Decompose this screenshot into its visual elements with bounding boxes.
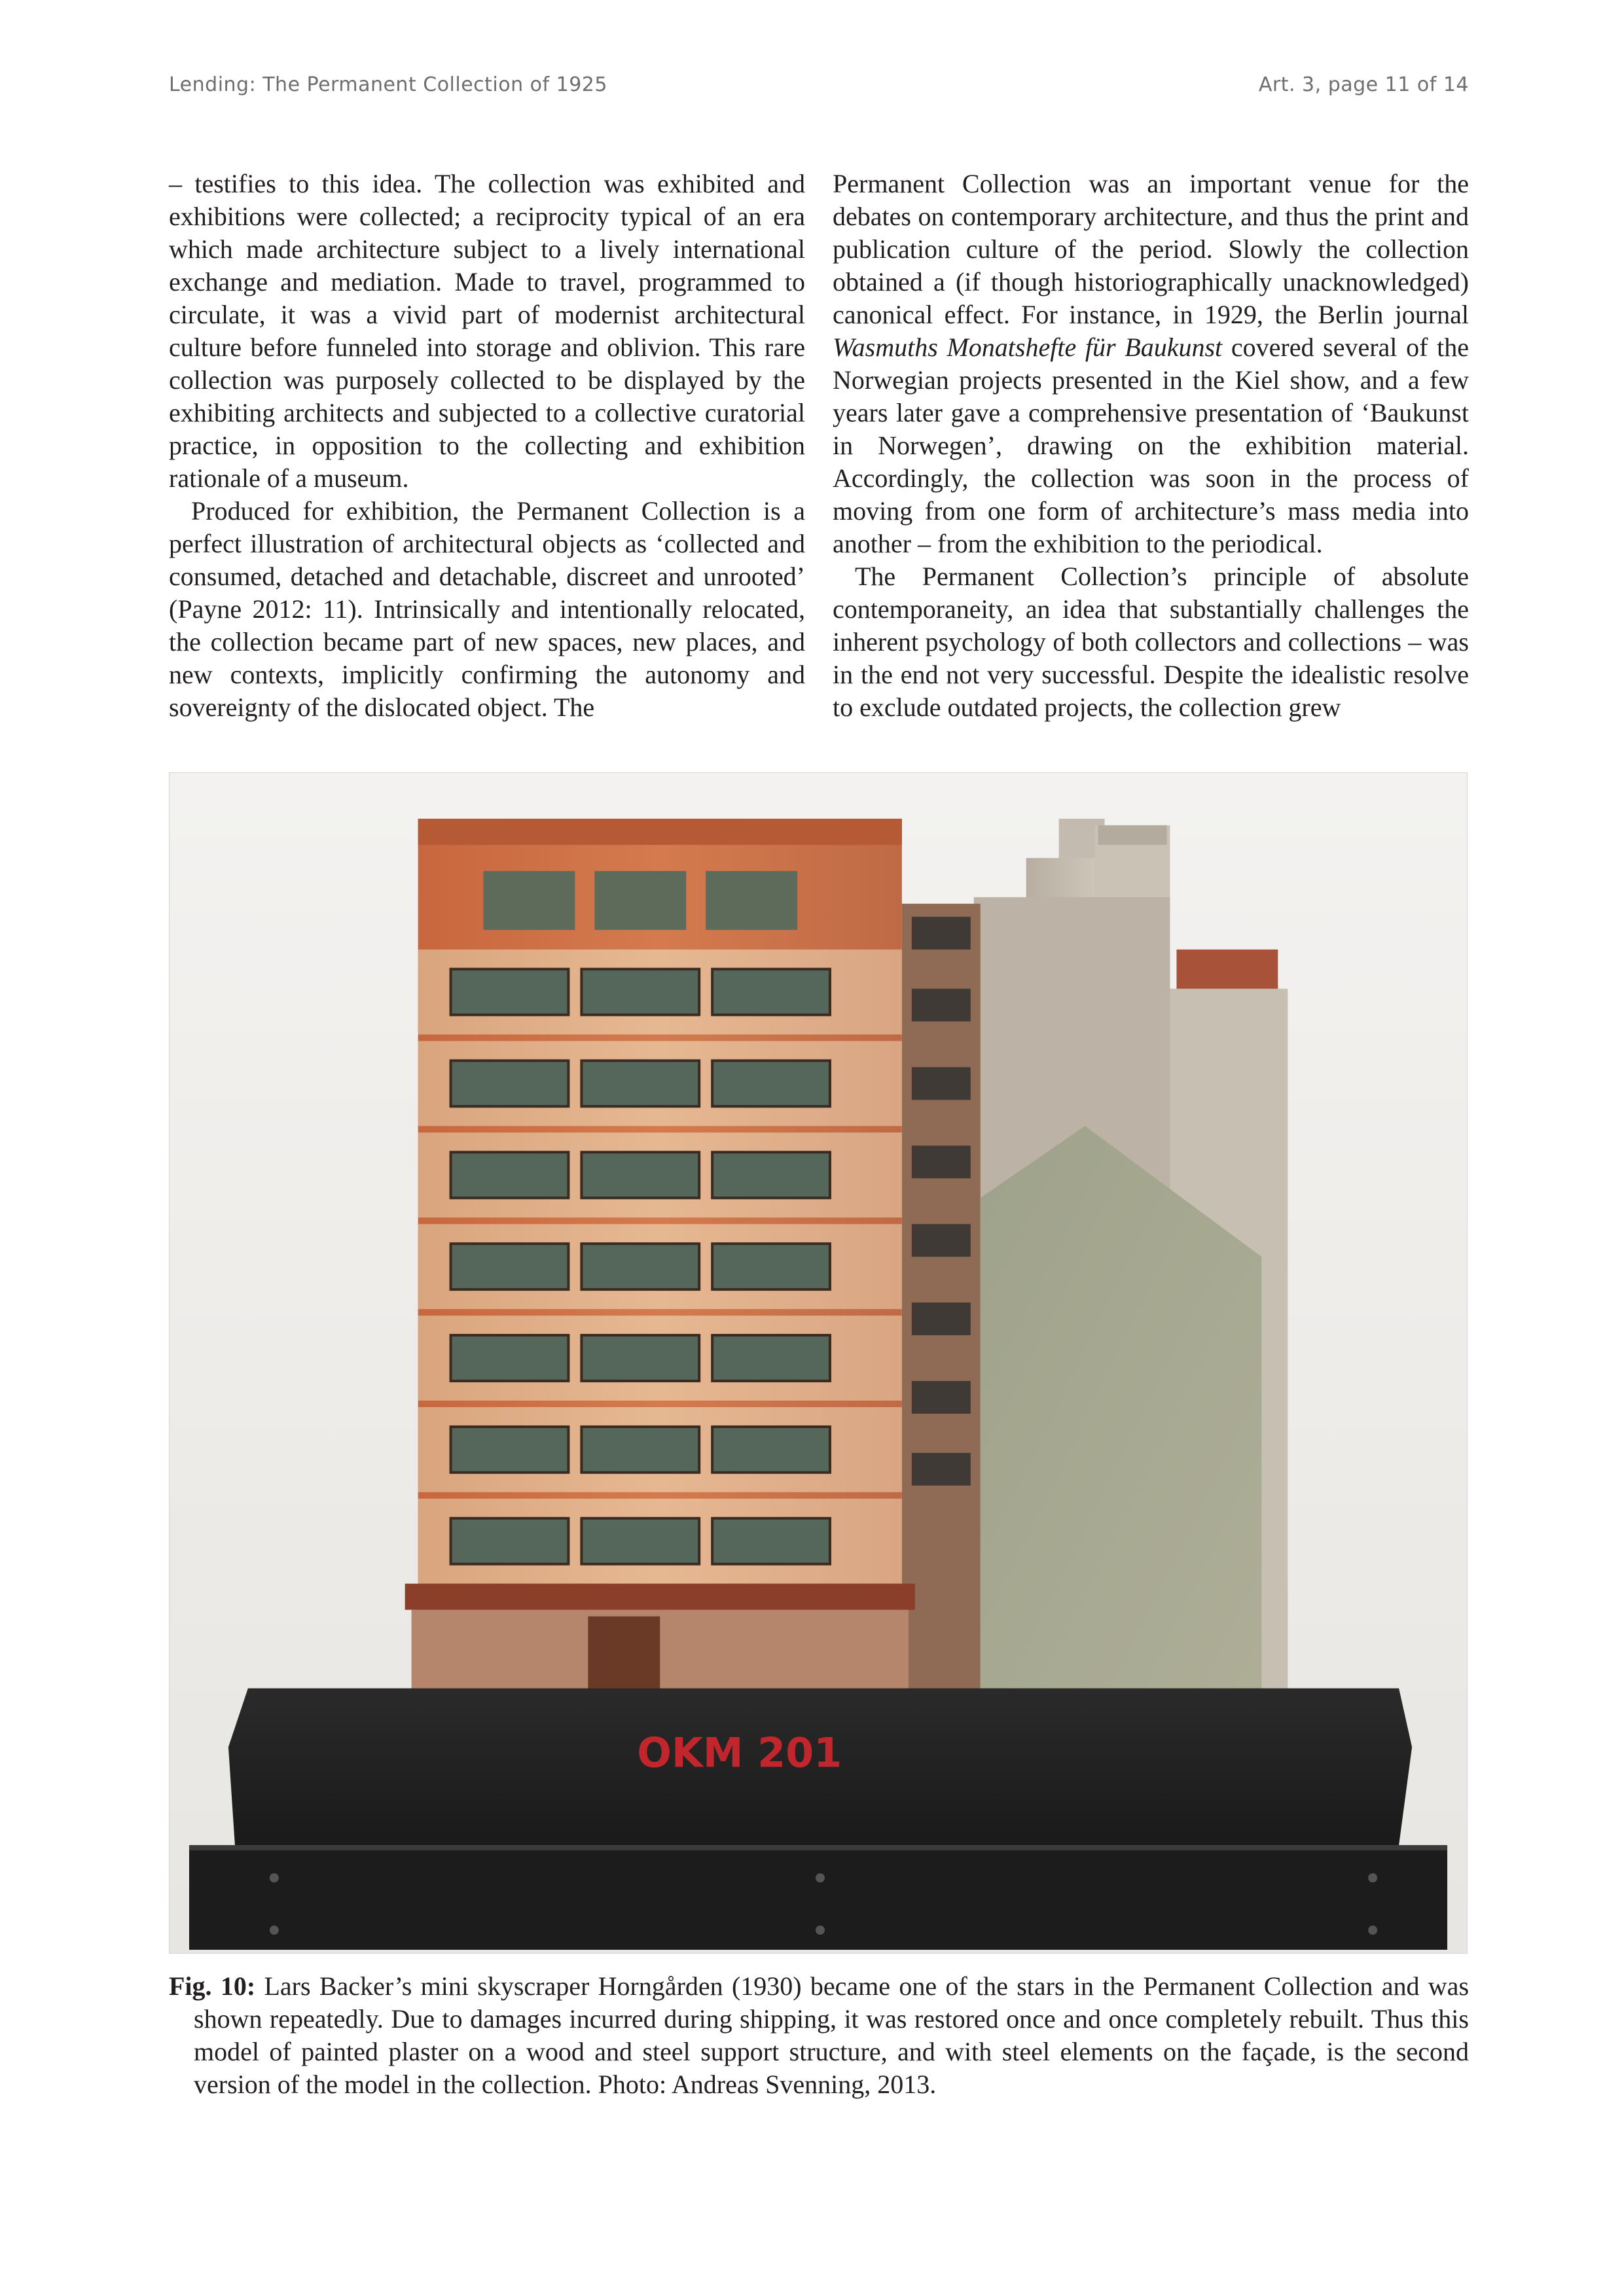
running-header — [169, 73, 1469, 106]
base-marking: OKM 201 — [637, 1729, 842, 1777]
figure-caption — [169, 1970, 1469, 2101]
paragraph: The Permanent Collection’s principle of absolute contemporaneity, an idea that substantially challenges the inherent psychology of both collectors and collections – was in the end not very successful. Despite the idealistic resolve to exclude outdated projects, the collection grew — [833, 562, 1469, 722]
grey-back-tower — [902, 819, 1288, 1695]
caption-label: Fig. 10: — [169, 1971, 256, 2001]
paragraph — [833, 168, 1469, 560]
left-column — [169, 168, 805, 724]
paragraph: Produced for exhibition, the Permanent Collection is a perfect illustration of architectural objects as ‘collected and consumed, detached and detachable, discreet and unrooted’ (Payne 2012: 11). Intrinsically and intentionally relocated, the collection became part of new spaces, new places, and new contexts, implicitly confirming the autonomy and sovereignty of the dislocated object. The — [169, 496, 805, 722]
building-model-illustration — [170, 773, 1467, 1953]
text-run: Permanent Collection was an important venue for the debates on contemporary architecture, and thus the print and publication culture of the period. Slowly the collection obtained a (if though historiographically unacknowledged) canonical effect. For instance, in 1929, the Berlin journal — [833, 169, 1469, 329]
figure-photo — [169, 772, 1468, 1954]
paragraph: – testifies to this idea. The collection was exhibited and exhibitions were collected; a reciprocity typical of an era which made architecture subject to a lively international exchange and mediation. Made to travel, programmed to circulate, it was a vivid part of modernist architectural culture before funneled into storage and oblivion. This rare collection was purposely collected to be displayed by the exhibiting architects and subjected to a collective curatorial practice, in opposition to the collecting and exhibition rationale of a museum. — [169, 169, 805, 493]
caption-text: Lars Backer’s mini skyscraper Horngården (1930) became one of the stars in the Permanent Collection and was shown repeatedly. Due to damages incurred during shipping, it was restored once and once completely rebuilt. Thus this model of painted plaster on a wood and steel support structure, and with steel elements on the façade, is the second version of the model in the collection. Photo: Andreas Svenning, 2013. — [194, 1971, 1470, 2099]
black-base — [189, 1688, 1447, 1950]
running-title: Lending: The Permanent Collection of 1925 — [169, 73, 607, 96]
journal-title: Wasmuths Monatshefte für Baukunst — [833, 332, 1223, 362]
orange-main-tower — [405, 819, 915, 1695]
text-run: covered several of the Norwegian projects presented in the Kiel show, and a few years later gave a comprehensive presentation of ‘Baukunst in Norwegen’, drawing on the exhibition material. Accordingly, the collection was soon in the process of moving from one form of architecture’s mass media into another – from the exhibition to the periodical. — [833, 332, 1470, 558]
page-number: Art. 3, page 11 of 14 — [1258, 73, 1469, 96]
caption-paragraph — [169, 1970, 1469, 2101]
right-column — [833, 168, 1469, 724]
